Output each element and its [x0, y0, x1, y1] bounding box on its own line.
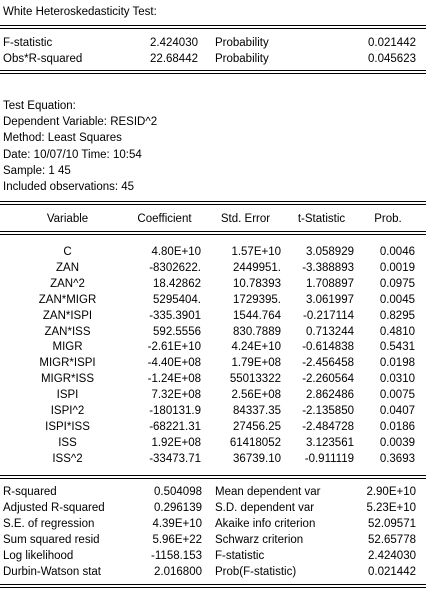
variable-name: C — [63, 246, 72, 258]
std-error-value: 27456.25 — [233, 420, 281, 433]
coefficient-value: 1.92E+08 — [151, 436, 201, 449]
coefficient-value: -68221.31 — [149, 420, 201, 433]
summary-label-left: Adjusted R-squared — [3, 502, 105, 514]
summary-value-left: 5.96E+22 — [152, 534, 202, 546]
divider-summary — [0, 475, 426, 476]
std-error-value: 4.24E+10 — [231, 341, 281, 354]
t-statistic-value: 3.058929 — [306, 246, 354, 258]
summary-value-right: 0.021442 — [368, 566, 416, 578]
t-statistic-value: -2.135850 — [302, 405, 354, 417]
t-statistic-value: 0.713244 — [306, 325, 354, 338]
summary-label-left: Durbin-Watson stat — [3, 566, 101, 578]
coefficient-value: -1.24E+08 — [147, 373, 201, 386]
summary-label-right: Prob(F-statistic) — [215, 566, 297, 578]
equation-heading: Test Equation: — [3, 100, 76, 112]
t-statistic-value: -3.388893 — [302, 261, 354, 274]
test-stat-value: 22.68442 — [150, 53, 198, 65]
included-observations: Included observations: 45 — [3, 181, 135, 193]
std-error-value: 84337.35 — [233, 405, 281, 417]
std-error-value: 36739.10 — [233, 452, 281, 465]
std-error-value: 61418052 — [229, 436, 281, 449]
prob-value: 0.0045 — [379, 293, 415, 306]
divider-stats — [0, 70, 426, 71]
summary-label-left: Sum squared resid — [3, 534, 100, 546]
coefficient-value: 7.32E+08 — [151, 389, 201, 402]
summary-value-left: 4.39E+10 — [152, 518, 202, 530]
prob-value: 0.0075 — [379, 389, 415, 402]
coefficient-value: -33473.71 — [149, 452, 201, 465]
variable-name: MIGR — [52, 341, 83, 354]
dependent-variable: Dependent Variable: RESID^2 — [3, 116, 158, 128]
divider-top-2 — [0, 28, 426, 29]
coefficient-value: 5295404. — [153, 293, 201, 306]
t-statistic-value: 3.123561 — [306, 436, 354, 449]
coefficient-value: 18.42862 — [153, 277, 201, 290]
divider-bottom — [0, 584, 426, 585]
t-statistic-value: 3.061997 — [306, 293, 354, 306]
test-stat-value: 2.424030 — [150, 37, 198, 49]
summary-value-right: 2.424030 — [368, 550, 416, 562]
std-error-value: 1.79E+08 — [231, 357, 281, 370]
divider-header-2 — [0, 234, 426, 235]
prob-value: 0.0046 — [379, 246, 415, 258]
std-error-value: 10.78393 — [233, 277, 281, 290]
col-t-statistic-header: t-Statistic — [297, 213, 346, 225]
summary-value-right: 2.90E+10 — [366, 486, 416, 498]
summary-label-left: Log likelihood — [3, 550, 74, 562]
std-error-value: 1.57E+10 — [231, 246, 281, 258]
summary-value-left: 0.504098 — [154, 486, 202, 498]
summary-label-right: Schwarz criterion — [215, 534, 304, 546]
t-statistic-value: -0.217114 — [303, 309, 354, 322]
estimation-method: Method: Least Squares — [3, 132, 122, 144]
prob-value: 0.0186 — [379, 420, 415, 433]
std-error-value: 55013322 — [229, 373, 281, 386]
col-std-error-header: Std. Error — [220, 213, 271, 225]
variable-name: ISS — [58, 436, 77, 449]
test-stat-prob-label: Probability — [215, 53, 269, 65]
t-statistic-value: -2.484728 — [302, 420, 354, 433]
test-stat-prob: 0.021442 — [368, 37, 416, 49]
summary-label-left: R-squared — [3, 486, 57, 498]
summary-value-right: 52.09571 — [368, 518, 416, 530]
t-statistic-value: -0.911119 — [304, 452, 354, 465]
test-stat-label: Obs*R-squared — [3, 53, 83, 65]
summary-value-left: 2.016800 — [154, 566, 202, 578]
divider-header — [0, 231, 426, 232]
std-error-value: 2.56E+08 — [231, 389, 281, 402]
std-error-value: 1544.764 — [233, 309, 281, 322]
prob-value: 0.0975 — [379, 277, 415, 290]
coefficient-value: -335.3901 — [149, 309, 201, 322]
col-prob-header: Prob. — [374, 213, 402, 225]
prob-value: 0.3693 — [379, 452, 415, 465]
summary-label-right: Mean dependent var — [215, 486, 321, 498]
std-error-value: 2449951. — [233, 261, 281, 274]
summary-value-right: 52.65778 — [368, 534, 416, 546]
summary-label-right: Akaike info criterion — [215, 518, 316, 530]
date-time: Date: 10/07/10 Time: 10:54 — [3, 149, 142, 161]
divider-bottom-2 — [0, 587, 426, 588]
t-statistic-value: 2.862486 — [306, 389, 354, 402]
coefficient-value: -8302622. — [149, 261, 201, 274]
prob-value: 0.8295 — [379, 309, 415, 322]
divider-table-top-2 — [0, 204, 426, 205]
std-error-value: 830.7889 — [233, 325, 281, 338]
summary-value-left: 0.296139 — [154, 502, 202, 514]
summary-value-left: -1158.153 — [151, 550, 202, 562]
summary-label-right: F-statistic — [215, 550, 265, 562]
divider-top — [0, 25, 426, 26]
variable-name: ISPI — [56, 389, 79, 402]
t-statistic-value: -2.260564 — [302, 373, 354, 386]
summary-label-left: S.E. of regression — [3, 518, 95, 530]
test-stat-label: F-statistic — [3, 37, 53, 49]
variable-name: MIGR*ISPI — [39, 357, 96, 370]
sample-range: Sample: 1 45 — [3, 165, 71, 177]
coefficient-value: -2.61E+10 — [147, 341, 201, 354]
coefficient-value: 592.5556 — [153, 325, 201, 338]
summary-value-right: 5.23E+10 — [366, 502, 416, 514]
prob-value: 0.0019 — [379, 261, 415, 274]
variable-name: ZAN*MIGR — [38, 293, 97, 306]
variable-name: ISPI^2 — [50, 405, 85, 417]
t-statistic-value: 1.708897 — [306, 277, 354, 290]
variable-name: ZAN*ISS — [44, 325, 91, 338]
coefficient-value: 4.80E+10 — [151, 246, 201, 258]
divider-summary-2 — [0, 478, 426, 479]
test-stat-prob: 0.045623 — [368, 53, 416, 65]
prob-value: 0.0310 — [379, 373, 415, 386]
summary-label-right: S.D. dependent var — [215, 502, 315, 514]
divider-table-top — [0, 201, 426, 202]
col-coefficient-header: Coefficient — [137, 213, 192, 225]
prob-value: 0.0407 — [379, 405, 415, 417]
prob-value: 0.5431 — [379, 341, 415, 354]
prob-value: 0.0198 — [379, 357, 415, 370]
variable-name: ISS^2 — [52, 452, 83, 465]
variable-name: ZAN*ISPI — [42, 309, 93, 322]
t-statistic-value: -0.614838 — [302, 341, 354, 354]
prob-value: 0.4810 — [379, 325, 415, 338]
variable-name: ISPI*ISS — [45, 420, 90, 433]
test-stat-prob-label: Probability — [215, 37, 269, 49]
variable-name: ZAN^2 — [50, 277, 85, 290]
col-variable-header: Variable — [46, 213, 89, 225]
t-statistic-value: -2.456458 — [302, 357, 354, 370]
prob-value: 0.0039 — [379, 436, 415, 449]
coefficient-value: -180131.9 — [149, 405, 201, 417]
output-title: White Heteroskedasticity Test: — [3, 6, 157, 18]
variable-name: MIGR*ISS — [40, 373, 95, 386]
std-error-value: 1729395. — [233, 293, 281, 306]
coefficient-value: -4.40E+08 — [147, 357, 201, 370]
variable-name: ZAN — [56, 261, 79, 274]
divider-stats-2 — [0, 73, 426, 74]
